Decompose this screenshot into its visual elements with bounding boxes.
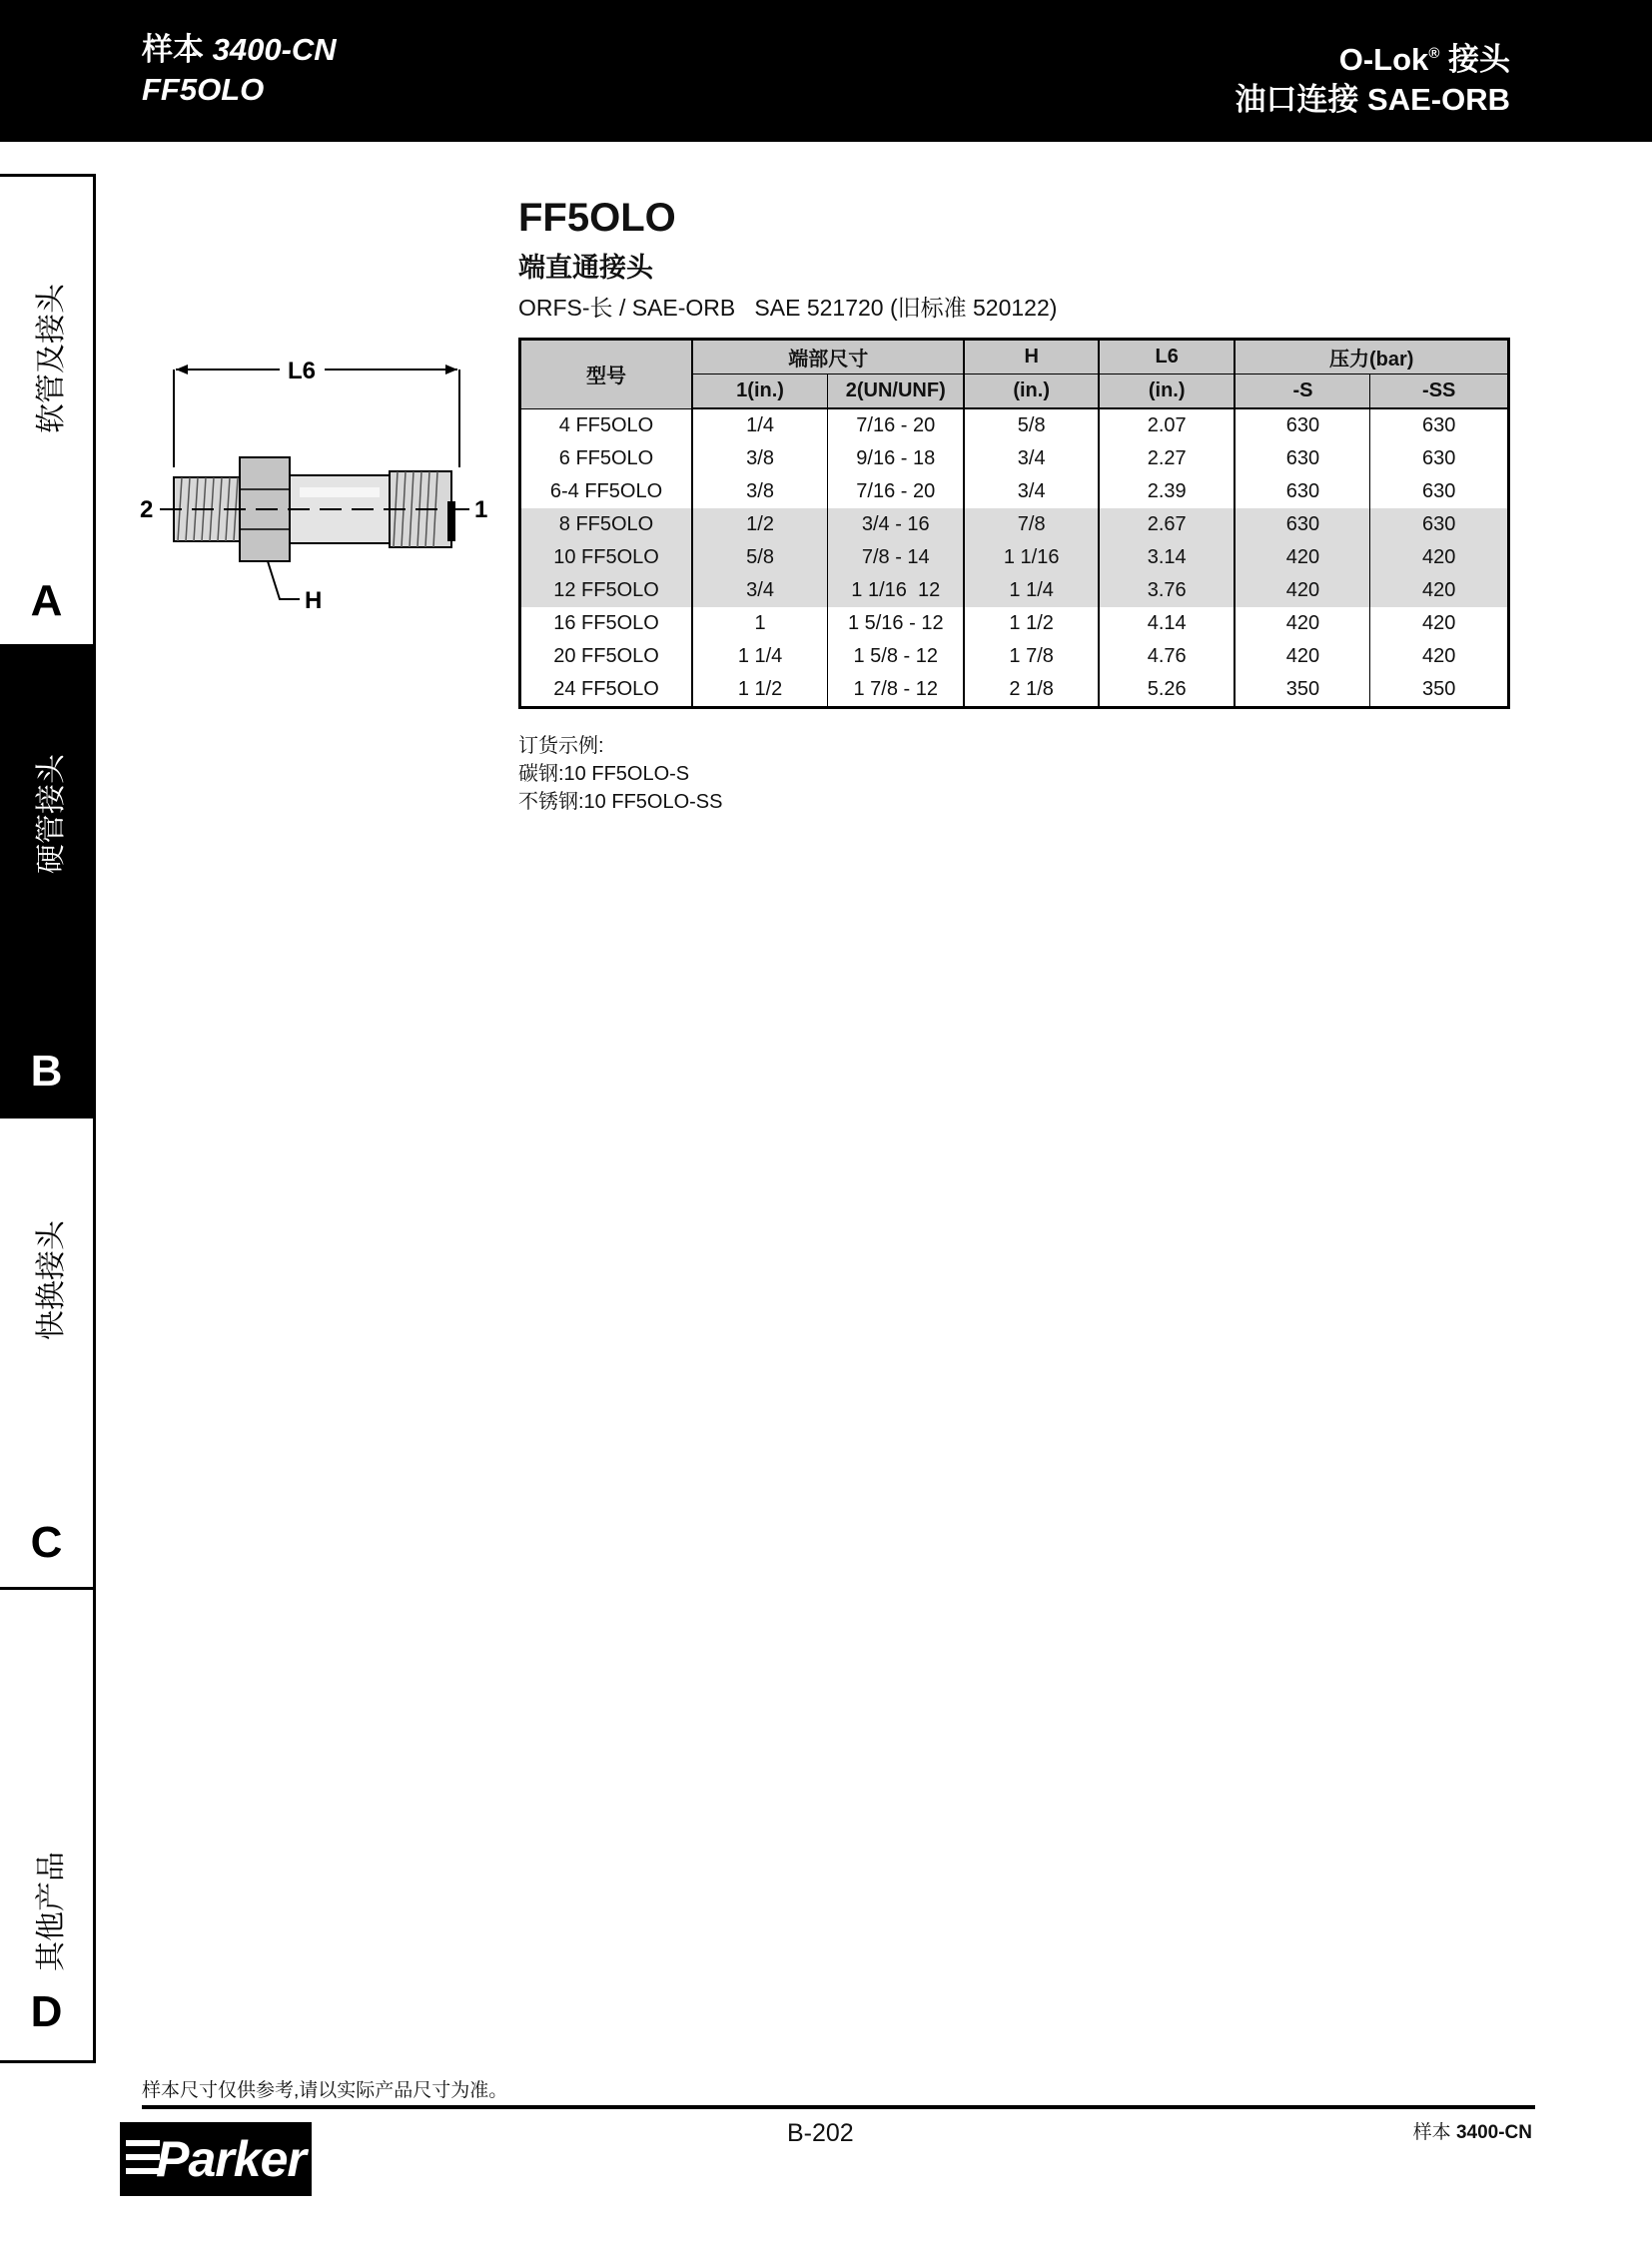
fitting-drawing: [130, 340, 499, 629]
cell-model: 10 FF5OLO: [520, 541, 693, 574]
cell-l6: 3.76: [1099, 574, 1236, 607]
cell-model: 20 FF5OLO: [553, 645, 659, 667]
cell-pressure-s: 630: [1235, 475, 1370, 508]
cell-size2: 1 7/8 - 12: [828, 673, 965, 708]
table-row: [520, 541, 1509, 574]
order-example: [518, 732, 723, 816]
cell-model: 8 FF5OLO: [520, 508, 693, 541]
footer-disclaimer: 样本尺寸仅供参考,请以实际产品尺寸为准。: [142, 2080, 508, 2101]
cell-model: 16 FF5OLO: [553, 612, 659, 634]
cell-pressure-ss: 630: [1370, 442, 1509, 475]
o-ring-groove: [447, 501, 455, 541]
header-catalog-code: 3400-CN: [212, 32, 337, 67]
cell-size2: 1 5/8 - 12: [828, 640, 965, 673]
cell-l6: 5.26: [1099, 673, 1236, 708]
parker-logo: [120, 2122, 312, 2196]
label-h: H: [305, 587, 323, 614]
footer-divider: [142, 2105, 1535, 2109]
col-header-l6: L6: [1099, 340, 1236, 374]
cell-h: 3/4: [964, 442, 1099, 475]
header-left: [142, 30, 337, 110]
table-row: [520, 574, 1509, 607]
order-example-title: 订货示例:: [518, 735, 604, 757]
header-connection-type: 油口连接 SAE-ORB: [1235, 82, 1510, 117]
header-brand: O-Lok: [1338, 42, 1429, 77]
table-header-row: [520, 340, 1509, 374]
h-leader-line: [268, 561, 300, 599]
footer-catalog-code: 3400-CN: [1455, 2122, 1532, 2143]
col-header-pressure: 压力(bar): [1235, 340, 1508, 374]
cell-size1: 3/4: [692, 574, 828, 607]
cell-l6: 2.39: [1099, 475, 1236, 508]
label-end-2: 2: [140, 496, 154, 523]
cell-model: 4 FF5OLO: [558, 413, 654, 436]
side-tab-b-label: 硬管接头: [35, 754, 68, 874]
col-subheader-h-unit: (in.): [964, 374, 1099, 409]
cell-pressure-s: 420: [1235, 574, 1370, 607]
header-catalog-line: [142, 30, 337, 70]
cell-size2: 1 5/16 - 12: [828, 607, 965, 640]
cell-size2: 7/8 - 14: [828, 541, 965, 574]
cell-pressure-ss: 420: [1370, 541, 1509, 574]
cell-l6: 2.27: [1099, 442, 1236, 475]
col-header-h: H: [964, 340, 1099, 374]
cell-pressure-s: 630: [1235, 442, 1370, 475]
label-l6: L6: [287, 358, 317, 384]
cell-size2: 3/4 - 16: [828, 508, 965, 541]
spec-table: [518, 338, 1510, 709]
cell-size1: 1/2: [692, 508, 828, 541]
dim-arrow-left: [176, 365, 188, 374]
side-tab-b[interactable]: [0, 647, 96, 1119]
cell-size2: 9/16 - 18: [828, 442, 965, 475]
col-header-end-size: 端部尺寸: [692, 340, 964, 374]
cell-pressure-s: 420: [1235, 607, 1370, 640]
table-row: [520, 673, 1509, 708]
table-row: [520, 442, 1509, 475]
footer-catalog-prefix: 样本: [1412, 2122, 1451, 2143]
side-tab-c[interactable]: [0, 1119, 96, 1590]
col-subheader-size2: 2(UN/UNF): [828, 374, 965, 409]
col-subheader-l6-unit: (in.): [1099, 374, 1236, 409]
side-tab-c-label: 快换接头: [35, 1220, 68, 1340]
cell-h: 2 1/8: [964, 673, 1099, 708]
product-subtitle: 端直通接头: [518, 253, 653, 283]
side-tab-d-letter: D: [30, 1987, 63, 2036]
cell-pressure-ss: 630: [1370, 408, 1509, 442]
cell-model: 12 FF5OLO: [520, 574, 693, 607]
cell-pressure-ss: 630: [1370, 508, 1509, 541]
side-tab-c-letter: C: [30, 1518, 63, 1567]
cell-size1: 1 1/2: [692, 673, 828, 708]
product-spec: ORFS-长 / SAE-ORB SAE 521720 (旧标准 520122): [518, 295, 1058, 321]
order-example-stainless: 不锈钢:10 FF5OLO-SS: [518, 791, 723, 813]
header-series-line: [1235, 34, 1510, 80]
product-title: FF5OLO: [518, 196, 676, 240]
table-row: [520, 475, 1509, 508]
cell-pressure-ss: 350: [1370, 673, 1509, 708]
header-right: [1235, 34, 1510, 120]
cell-size1: 1 1/4: [692, 640, 828, 673]
cell-size2: 7/16 - 20: [828, 408, 965, 442]
col-subheader-size1: 1(in.): [692, 374, 828, 409]
cell-h: 5/8: [964, 408, 1099, 442]
cell-l6: 4.14: [1099, 607, 1236, 640]
cell-pressure-ss: 420: [1370, 607, 1509, 640]
page-number: B-202: [787, 2119, 854, 2147]
col-subheader-ss: -SS: [1370, 374, 1509, 409]
cell-model: 6-4 FF5OLO: [549, 480, 663, 502]
col-header-model: 型号: [520, 340, 693, 409]
cell-h: 1 1/2: [964, 607, 1099, 640]
cell-pressure-s: 420: [1235, 541, 1370, 574]
cell-pressure-ss: 630: [1370, 475, 1509, 508]
table-row: [520, 640, 1509, 673]
cell-pressure-ss: 420: [1370, 574, 1509, 607]
footer-catalog: [1413, 2117, 1532, 2144]
cell-pressure-s: 630: [1235, 408, 1370, 442]
header-catalog-prefix: 样本: [142, 32, 204, 67]
cell-h: 3/4: [964, 475, 1099, 508]
side-tab-b-letter: B: [30, 1047, 63, 1096]
header-product-code: FF5OLO: [142, 72, 265, 107]
cell-l6: 2.07: [1099, 408, 1236, 442]
cell-h: 1 7/8: [964, 640, 1099, 673]
dim-arrow-right: [445, 365, 457, 374]
label-end-1: 1: [474, 496, 488, 523]
table-row: [520, 508, 1509, 541]
cell-l6: 2.67: [1099, 508, 1236, 541]
side-tab-d-label: 其他产品: [35, 1852, 68, 1971]
cell-size1: 5/8: [692, 541, 828, 574]
cell-size1: 1/4: [692, 408, 828, 442]
cell-h: 1 1/16: [964, 541, 1099, 574]
table-row: [520, 408, 1509, 442]
registered-mark: ®: [1428, 45, 1440, 62]
cell-pressure-ss: 420: [1370, 640, 1509, 673]
header-series-suffix: 接头: [1439, 42, 1510, 77]
side-tab-a[interactable]: [0, 174, 96, 647]
cell-pressure-s: 420: [1235, 640, 1370, 673]
cell-pressure-s: 350: [1235, 673, 1370, 708]
side-tab-a-letter: A: [30, 576, 63, 625]
cell-l6: 4.76: [1099, 640, 1236, 673]
side-tab-a-label: 软管及接头: [35, 284, 68, 433]
cell-size2: 7/16 - 20: [828, 475, 965, 508]
cell-model: 6 FF5OLO: [558, 447, 654, 469]
cell-size1: 1: [692, 607, 828, 640]
cell-size1: 3/8: [692, 442, 828, 475]
side-tab-d[interactable]: [0, 1590, 96, 2063]
cell-l6: 3.14: [1099, 541, 1236, 574]
cell-h: 7/8: [964, 508, 1099, 541]
order-example-carbon: 碳钢:10 FF5OLO-S: [518, 763, 690, 785]
logo-text: Parker: [156, 2131, 306, 2187]
cell-size1: 3/8: [692, 475, 828, 508]
col-subheader-s: -S: [1235, 374, 1370, 409]
page-header: [0, 0, 1652, 142]
table-row: [520, 607, 1509, 640]
cell-h: 1 1/4: [964, 574, 1099, 607]
cell-model: 24 FF5OLO: [553, 678, 659, 700]
cell-size2: 1 1/16 12: [828, 574, 965, 607]
cell-pressure-s: 630: [1235, 508, 1370, 541]
